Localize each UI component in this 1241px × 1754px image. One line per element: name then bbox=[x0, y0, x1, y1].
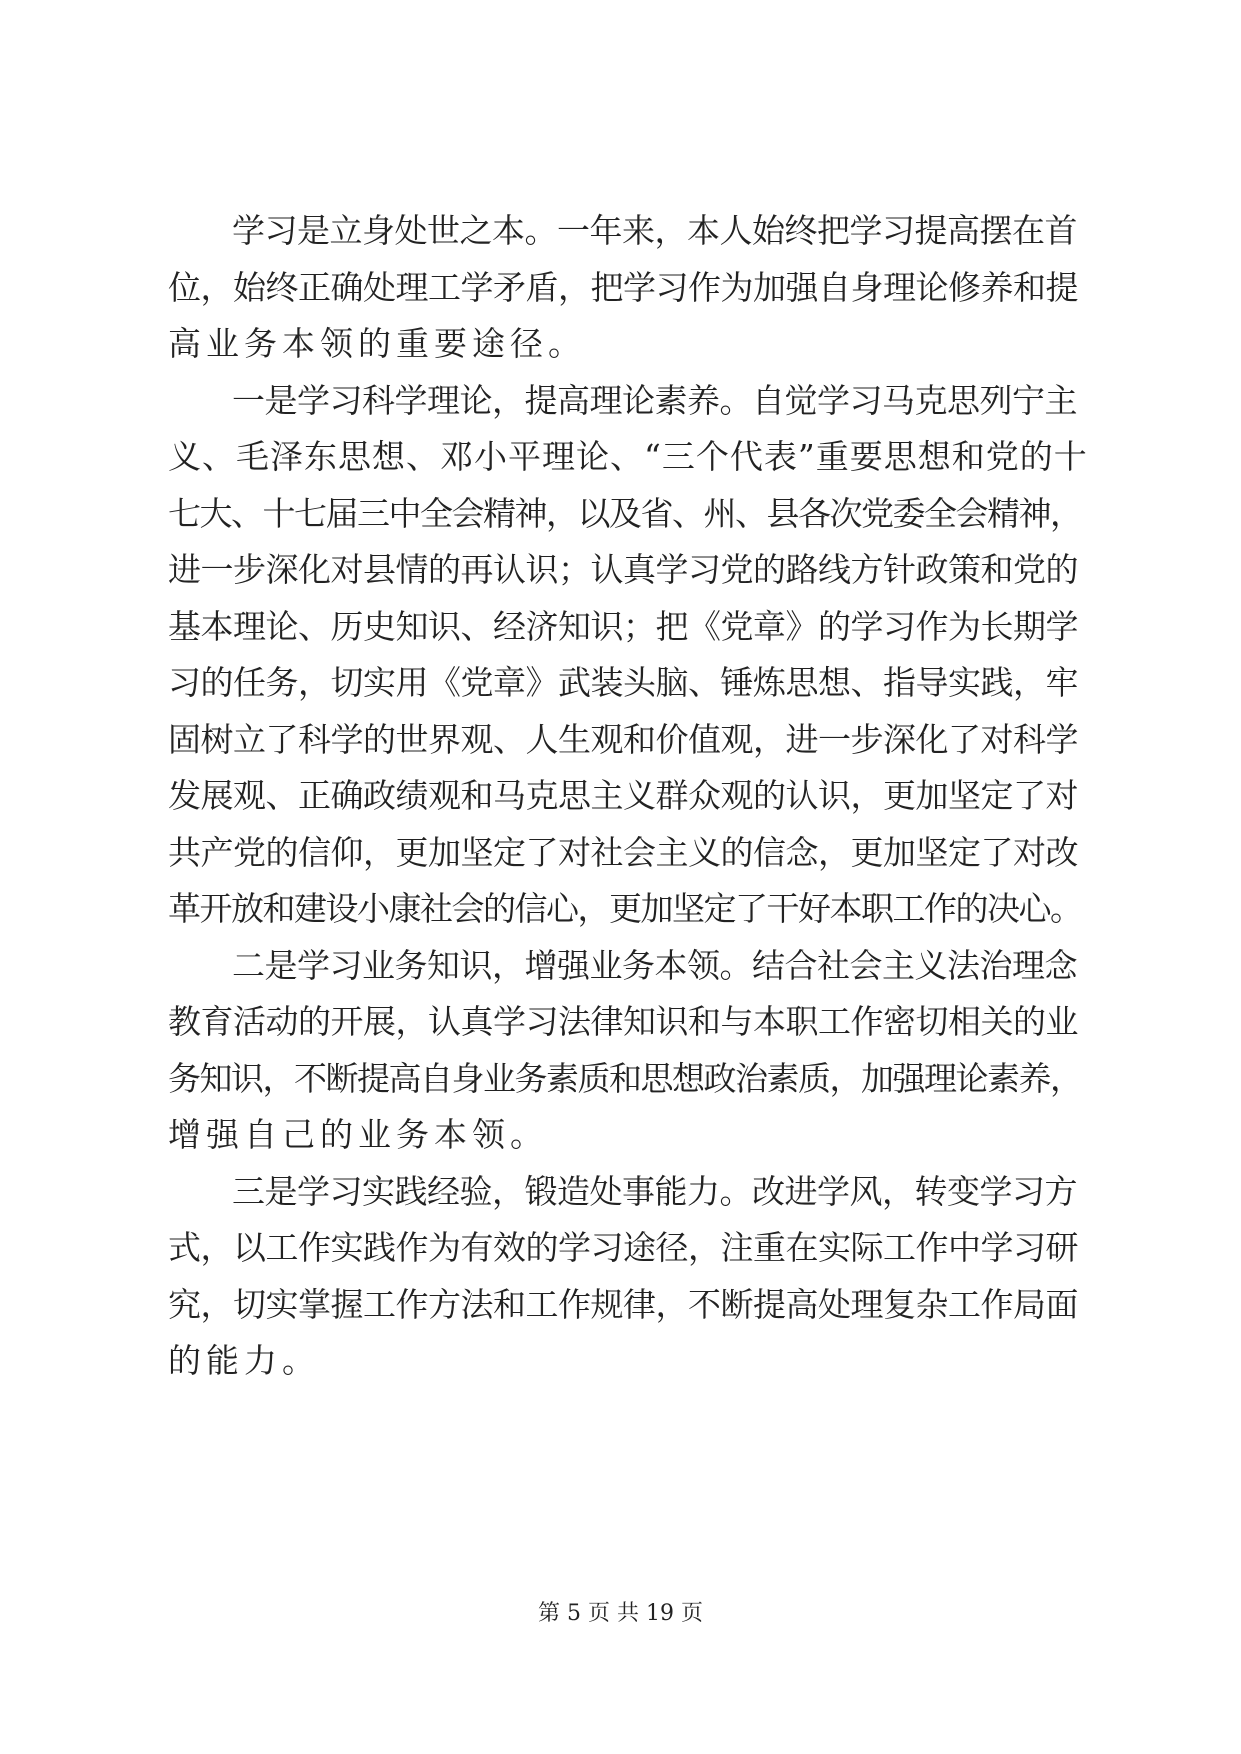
paragraph-4-line-1: 三是学习实践经验，锻造处事能力。改进学风，转变学习方 bbox=[232, 1172, 1077, 1211]
paragraph-2-line-6: 习的任务，切实用《党章》武装头脑、锤炼思想、指导实践，牢 bbox=[168, 663, 1078, 702]
paragraph-2-line-5: 基本理论、历史知识、经济知识；把《党章》的学习作为长期学 bbox=[168, 607, 1078, 646]
paragraph-2-line-4: 进一步深化对县情的再认识；认真学习党的路线方针政策和党的 bbox=[168, 550, 1078, 589]
paragraph-2-line-1: 一是学习科学理论，提高理论素养。自觉学习马克思列宁主 bbox=[232, 381, 1077, 420]
paragraph-2-line-3: 七大、十七届三中全会精神，以及省、州、县各次党委全会精神， bbox=[168, 494, 1082, 533]
paragraph-2-line-8: 发展观、正确政绩观和马克思主义群众观的认识，更加坚定了对 bbox=[168, 776, 1078, 815]
paragraph-3-line-3: 务知识，不断提高自身业务素质和思想政治素质，加强理论素养， bbox=[168, 1059, 1082, 1098]
paragraph-3-line-4: 增强自己的业务本领。 bbox=[168, 1115, 548, 1154]
paragraph-1-line-1: 学习是立身处世之本。一年来，本人始终把学习提高摆在首 bbox=[232, 211, 1077, 250]
paragraph-1-line-3: 高业务本领的重要途径。 bbox=[168, 324, 586, 363]
paragraph-2-line-10: 革开放和建设小康社会的信心，更加坚定了干好本职工作的决心。 bbox=[168, 889, 1082, 928]
paragraph-2-line-2: 义、毛泽东思想、邓小平理论、“三个代表”重要思想和党的十 bbox=[168, 437, 1088, 476]
paragraph-3-line-2: 教育活动的开展，认真学习法律知识和与本职工作密切相关的业 bbox=[168, 1002, 1078, 1041]
paragraph-2-line-9: 共产党的信仰，更加坚定了对社会主义的信念，更加坚定了对改 bbox=[168, 833, 1078, 872]
paragraph-4-line-3: 究，切实掌握工作方法和工作规律，不断提高处理复杂工作局面 bbox=[168, 1285, 1078, 1324]
paragraph-4-line-2: 式，以工作实践作为有效的学习途径，注重在实际工作中学习研 bbox=[168, 1228, 1078, 1267]
paragraph-1-line-2: 位，始终正确处理工学矛盾，把学习作为加强自身理论修养和提 bbox=[168, 268, 1078, 307]
paragraph-3-line-1: 二是学习业务知识，增强业务本领。结合社会主义法治理念 bbox=[232, 946, 1077, 985]
paragraph-4-line-4: 的能力。 bbox=[168, 1341, 320, 1380]
page-number-footer: 第 5 页 共 19 页 bbox=[538, 1601, 703, 1626]
paragraph-2-line-7: 固树立了科学的世界观、人生观和价值观，进一步深化了对科学 bbox=[168, 720, 1078, 759]
